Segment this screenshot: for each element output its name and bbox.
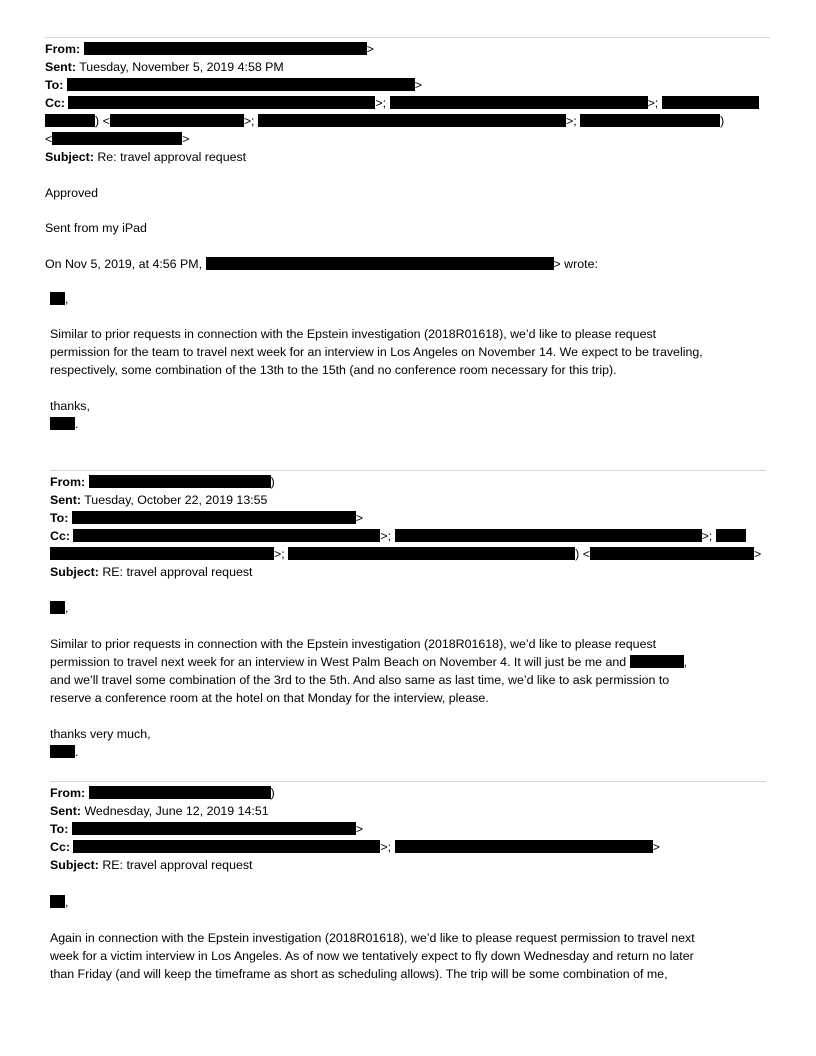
email2-body-line: Similar to prior requests in connection with the Epstein investigation (2018R01618), we’d like to please request bbox=[50, 637, 657, 651]
email3-body-line: than Friday (and will keep the timeframe as short as scheduling allows). The trip will be some combination of me, bbox=[50, 967, 668, 981]
email3-sent-line bbox=[50, 803, 269, 819]
email1-cc-line-2: ) < >; >; ) bbox=[45, 113, 724, 129]
redaction bbox=[50, 601, 65, 614]
email1-greeting: , bbox=[50, 291, 68, 307]
redaction bbox=[73, 529, 380, 542]
redaction bbox=[716, 529, 746, 542]
email2-cc-line-2: >; ) < > bbox=[50, 546, 761, 562]
redaction bbox=[50, 417, 75, 430]
redaction bbox=[110, 114, 244, 127]
email3-body-line: week for a victim interview in Los Angeles. As of now we tentatively expect to fly down Wednesday and return no later bbox=[50, 949, 694, 963]
redaction bbox=[52, 132, 182, 145]
subject-label: Subject: bbox=[50, 858, 99, 872]
email3-subject: RE: travel approval request bbox=[102, 858, 253, 872]
redaction bbox=[590, 547, 754, 560]
redaction bbox=[662, 96, 759, 109]
redaction bbox=[72, 511, 356, 524]
redaction bbox=[390, 96, 648, 109]
email1-body-line: respectively, some combination of the 13th to the 15th (and no conference room necessary for this trip). bbox=[50, 363, 617, 377]
redaction bbox=[258, 114, 566, 127]
to-label: To: bbox=[50, 511, 69, 525]
redaction bbox=[395, 529, 702, 542]
email2-sent-date: Tuesday, October 22, 2019 13:55 bbox=[84, 493, 268, 507]
email2-sent-line bbox=[50, 492, 267, 508]
email2-to-line: To: > bbox=[50, 511, 364, 525]
email3-subject-line bbox=[50, 857, 252, 873]
redaction bbox=[206, 257, 554, 270]
redaction bbox=[72, 822, 356, 835]
email2-subject: RE: travel approval request bbox=[102, 565, 253, 579]
redaction bbox=[50, 547, 274, 560]
redaction bbox=[89, 786, 271, 799]
separator-line bbox=[50, 470, 766, 471]
email1-body-line: permission for the team to travel next week for an interview in Los Angeles on November 14. We expect to be traveling, bbox=[50, 345, 703, 359]
redaction bbox=[73, 840, 380, 853]
redaction bbox=[50, 895, 65, 908]
sent-label: Sent: bbox=[50, 804, 81, 818]
cc-label: Cc: bbox=[50, 840, 70, 854]
email3-greeting: , bbox=[50, 894, 68, 910]
separator-line bbox=[50, 781, 766, 782]
redaction bbox=[84, 42, 367, 55]
redaction bbox=[50, 292, 65, 305]
email1-cc-line: Cc: >; >; bbox=[45, 95, 759, 111]
email2-greeting: , bbox=[50, 600, 68, 616]
from-label: From: bbox=[50, 475, 86, 489]
redaction bbox=[50, 745, 75, 758]
email1-from-line: From: > bbox=[45, 42, 374, 56]
email1-subject: Re: travel approval request bbox=[97, 150, 247, 164]
redaction bbox=[580, 114, 720, 127]
email2-from-line: From: ) bbox=[50, 475, 275, 489]
email2-closing: thanks very much, bbox=[50, 727, 151, 741]
email2-cc-line: Cc: >; >; bbox=[50, 528, 746, 544]
redaction bbox=[288, 547, 575, 560]
email3-to-line: To: > bbox=[50, 822, 364, 836]
email3-from-line: From: ) bbox=[50, 786, 275, 800]
email1-sent-line bbox=[45, 59, 284, 75]
redaction bbox=[89, 475, 271, 488]
email1-subject-line bbox=[45, 149, 246, 165]
separator-line bbox=[45, 37, 770, 38]
email3-body-line: Again in connection with the Epstein investigation (2018R01618), we’d like to please request permission to travel next bbox=[50, 931, 695, 945]
email3-sent-date: Wednesday, June 12, 2019 14:51 bbox=[84, 804, 269, 818]
email2-sender-initials: . bbox=[50, 744, 78, 760]
subject-label: Subject: bbox=[45, 150, 94, 164]
email1-cc-line-3: < > bbox=[45, 132, 190, 146]
redaction bbox=[630, 655, 684, 668]
email1-sent-date: Tuesday, November 5, 2019 4:58 PM bbox=[79, 60, 284, 74]
email1-quote-header: On Nov 5, 2019, at 4:56 PM, > wrote: bbox=[45, 257, 598, 271]
email2-body-line: reserve a conference room at the hotel on that Monday for the interview, please. bbox=[50, 691, 489, 705]
cc-label: Cc: bbox=[50, 529, 70, 543]
subject-label: Subject: bbox=[50, 565, 99, 579]
email1-sender-initials: . bbox=[50, 416, 78, 432]
from-label: From: bbox=[45, 42, 81, 56]
redaction bbox=[68, 96, 375, 109]
email1-reply-text: Approved bbox=[45, 186, 99, 200]
redaction bbox=[395, 840, 653, 853]
email1-body-line: Similar to prior requests in connection with the Epstein investigation (2018R01618), we’d like to please request bbox=[50, 327, 657, 341]
to-label: To: bbox=[50, 822, 69, 836]
redaction bbox=[67, 78, 415, 91]
to-label: To: bbox=[45, 78, 64, 92]
from-label: From: bbox=[50, 786, 86, 800]
email2-body-line: permission to travel next week for an interview in West Palm Beach on November 4. It will just be me and , bbox=[50, 655, 688, 669]
sent-label: Sent: bbox=[50, 493, 81, 507]
email3-cc-line: Cc: >; > bbox=[50, 840, 660, 854]
sent-label: Sent: bbox=[45, 60, 76, 74]
cc-label: Cc: bbox=[45, 96, 65, 110]
email1-closing: thanks, bbox=[50, 399, 90, 413]
email1-to-line: To: > bbox=[45, 78, 423, 92]
email2-body-line: and we’ll travel some combination of the 3rd to the 5th. And also same as last time, we’d like to ask permission to bbox=[50, 673, 670, 687]
redaction bbox=[45, 114, 95, 127]
email2-subject-line bbox=[50, 564, 252, 580]
email1-signature: Sent from my iPad bbox=[45, 221, 147, 235]
